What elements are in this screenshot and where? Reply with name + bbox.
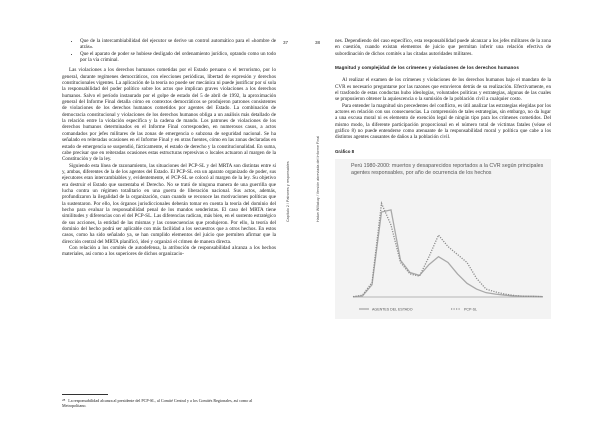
running-head-left-text: Capítulo 2 / Patrones y responsables xyxy=(286,161,290,222)
legend-label: PCP-SL xyxy=(464,307,477,312)
figure-title: Perú 1980-2000: muertos y desaparecidos reportados a la CVR según principales agentes responsables, por año de ocurrencia de los hechos xyxy=(351,163,544,176)
footnote-mark: 28 xyxy=(62,398,66,402)
page-number-right: 38 xyxy=(315,40,321,45)
left-page xyxy=(62,38,276,258)
body-paragraph: Para entender la magnitud sin precedentes del conflicto, es útil analizar las estrategias elegidas por los actores en relación con sus consecuencias. La comprensión de tales estrategias, sin embargo, no da lugar a una excusa moral ni es elemento de exención legal de ningún tipo para los crímenes cometidos. Del mismo modo, la diferente participación proporcional en el número total de víctimas fatales (véase el gráfico 8) no puede entenderse como atenuante de la responsabilidad moral y política que cabe a los distintos agentes causantes de daños a la población civil. xyxy=(335,102,551,141)
running-head-left xyxy=(286,52,292,222)
series-line-2 xyxy=(353,204,543,297)
list-item: • Que de la intercambiabilidad del ejecutor se derive un control automático para el «hombre de atrás». xyxy=(80,38,276,51)
bullet-list xyxy=(62,38,276,63)
body-paragraph: Con relación a los comités de autodefensa, la atribución de responsabilidad alcanza a los hechos materiales, así como a los superiores de dichos organizacio- xyxy=(62,245,276,258)
right-page xyxy=(335,38,551,319)
body-paragraph: Siguiendo esta línea de razonamiento, las situaciones del PCP-SL y del MRTA son distintas entre sí y, ambas, diferentes de la de los agentes del Estado. El PCP-SL era un aparato organizado de poder, sus ejecutores eran intercambiables y, evidentemente, el PCP-SL se colocó al margen de la ley. Su objetivo era destruir el Estado que sustentaba el Derecho. No se trató de ninguna manera de una guerrilla que lucha contra un régimen totalitario en una guerra de liberación nacional. Sus actos, además, profundizaron la ilegalidad de la organización, cuan cuando se reconoce las motivaciones políticas que la sustentaron. Por ello, los órganos jurisdiccionales deberán tomar en cuenta la teoría del dominio del hecho para evaluar la responsabilidad penal de los mandos senderistas. El caso del MRTA tiene similitudes y diferencias con el del PCP-SL. Las diferencias radican, más bien, en el sustento estratégico de sus acciones, la entidad de las mismas y las consecuencias que produjeron. Por ello, la teoría del dominio del hecho podrá ser aplicable con más facilidad a los secuestros que a otros hechos. En estos casos, como ha sido señalado ya, se han cumplido elementos del juicio que permiten afirmar que la dirección central del MRTA planificó, ideó y organizó el crimen de manera directa. xyxy=(62,162,276,245)
legend-label: AGENTES DEL ESTADO xyxy=(372,307,413,312)
body-paragraph: Al realizar el examen de los crímenes y violaciones de los derechos humanos bajo el mandato de la CVR es necesario preguntarse por las razones que estuvieron detrás de su realización. Efectivamente, en el trasfondo de estas conductas hubo ideologías, voluntades políticas y estrategias, algunas de las cuales se propusieron obtener la aquiescencia o la sumisión de la población civil a cualquier costo. xyxy=(335,77,551,103)
series-line-1 xyxy=(353,210,543,297)
page-number-left: 37 xyxy=(283,40,289,45)
footnote-text: La responsabilidad alcanza al presidente del PCP-SL, al Comité Central y a los Comités Regionales, así como al Metropolitano. xyxy=(62,398,253,409)
footnote xyxy=(62,398,276,408)
running-head-right xyxy=(316,52,322,222)
line-chart xyxy=(335,159,551,319)
list-item: • Que el aparato de poder se hubiese desligado del ordenamiento jurídico, optando como un todo por la vía criminal. xyxy=(80,51,276,64)
body-paragraph: Las violaciones a los derechos humanos cometidas por el Estado peruano o el terrorismo, por lo general, durante regímenes democráticos, con elecciones periódicas, libertad de expresión y derechos constitucionales vigentes. La aplicación de la teoría no puede ser mecánica ni puede justificar por sí sola la responsabilidad del poder político sobre los actos que implican graves violaciones a los derechos humanos. Salvo el período instaurado por el golpe de estado del 5 de abril de 1992, la aproximación general del Informe Final detalla cómo en contextos democráticos se produjeron patrones consistentes de violaciones de los derechos humanos cometidos por agentes del Estado. La combinación de democracia constitucional y violaciones de los derechos humanos obliga a un análisis más detallado de la relación entre la violación específica y la cadena de mando. Los patrones de violaciones de los derechos humanos determinados en el Informe Final corresponden, en numerosos casos, a actos comandados por jefes militares de las zonas de emergencia o subzona de seguridad nacional. Se ha señalado en reiteradas ocasiones en el Informe Final y en otras fuentes, cómo en las zonas declaradas en estado de emergencia se suspendió, fácticamente, el estado de derecho y la constitucionalidad. En suma, cabe precisar que en reiteradas ocasiones estas estructuras represivas o locales actuaron al margen de la Constitución y de la ley. xyxy=(62,67,276,163)
section-heading: Magnitud y complejidad de los crímenes y violaciones de los derechos humanos xyxy=(335,65,519,71)
running-head-right-text: Hatun Willakuy / Versión abreviada del Informe Final xyxy=(316,135,320,222)
footnote-rule xyxy=(62,394,108,395)
continuation-paragraph: nes. Dependiendo del caso específico, esta responsabilidad puede alcanzar a los jefes militares de la zona en cuestión, cuando existan elementos de juicio que permitan inferir una relación efectiva de subordinación de dichos comités a las citadas autoridades militares. xyxy=(335,38,551,57)
figure-label: Gráfico 8 xyxy=(335,148,355,154)
figure xyxy=(335,159,551,319)
